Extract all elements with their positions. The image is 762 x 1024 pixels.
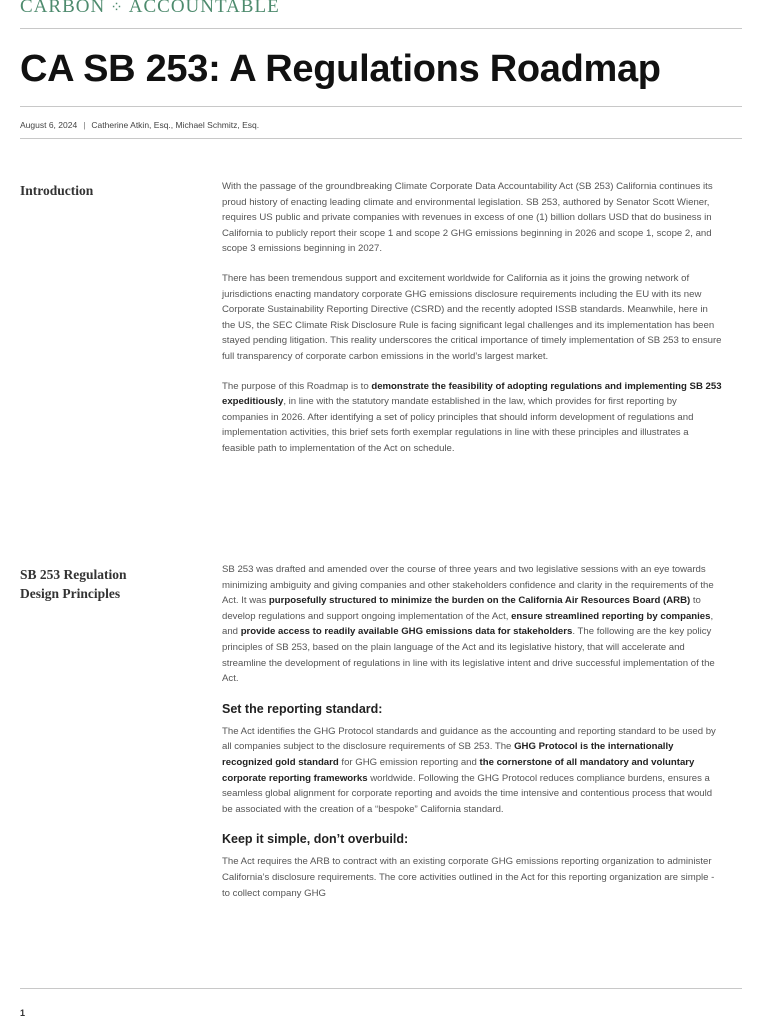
- emphasis-text: GHG Protocol is the internationally recognized gold standard: [222, 741, 674, 768]
- brand-separator-icon: ⁘: [110, 0, 124, 16]
- section-heading-design-principles: [20, 565, 127, 603]
- footer-divider: [20, 988, 742, 989]
- heading-line-2: Design Principles: [20, 586, 121, 601]
- text-run: to develop regulations and support ongoing implementation of the Act,: [222, 595, 701, 622]
- brand-logo: [20, 0, 280, 18]
- text-run: , and: [222, 610, 714, 638]
- page-title: CA SB 253: A Regulations Roadmap: [20, 48, 661, 90]
- emphasis-text: the cornerstone of all mandatory and voluntary corporate reporting frameworks: [222, 756, 695, 784]
- section-heading-introduction: Introduction: [20, 183, 94, 198]
- subheading-keep-it-simple: Keep it simple, don’t overbuild:: [222, 832, 409, 847]
- emphasis-text: purposefully structured to minimize the burden on the California Air Resources Board (ARB): [268, 595, 691, 607]
- byline-separator: |: [83, 120, 86, 130]
- design-principles-body: [222, 562, 722, 915]
- authors: Catherine Atkin, Esq., Michael Schmitz, Esq.: [91, 120, 260, 130]
- text-run: worldwide. Following the GHG Protocol reduces compliance burdens, ensures a seamless global alignment for corporate reporting and avoids the time intensive and contentious process that would be associated with the creation of a “bespoke” California standard.: [222, 772, 713, 815]
- byline: [20, 120, 259, 130]
- publish-date: August 6, 2024: [20, 120, 78, 130]
- introduction-body: [222, 179, 722, 471]
- intro-paragraph-1: With the passage of the groundbreaking Climate Corporate Data Accountability Act (SB 253) California continues its proud history of enacting leading climate and environmental legislation. SB 253, authored by Senator Scott Wiener, requires US public and private companies with revenues in excess of one (1) billion dollars USD that do business in California to publicly report their scope 1 and scope 2 GHG emissions beginning in 2026 and scope 1, scope 2, and scope 3 emissions beginning in 2027.: [222, 181, 713, 255]
- heading-line-1: SB 253 Regulation: [20, 567, 127, 582]
- top-divider: [20, 28, 742, 29]
- emphasis-text: demonstrate the feasibility of adopting regulations and implementing SB 253 expeditiously: [222, 380, 722, 408]
- byline-divider: [20, 138, 742, 139]
- intro-paragraph-3: [222, 379, 722, 457]
- principles-paragraph-1: [222, 562, 722, 687]
- brand-word-right: ACCOUNTABLE: [128, 0, 280, 17]
- keep-it-simple-paragraph: The Act requires the ARB to contract with an existing corporate GHG emissions reporting organization to administer California’s disclosure requirements. The core activities outlined in the Act for this reporting organization are simple - to collect company GHG: [222, 856, 715, 899]
- text-run: . The following are the key policy principles of SB 253, based on the plain language of the Act and its legislative history, that will accelerate and streamline the development of regulations in line with its legislative intent and drive successful implementation of the Act.: [222, 626, 715, 685]
- text-run: The Act identifies the GHG Protocol standards and guidance as the accounting and reporting standard to be used by all companies subject to the disclosure requirements of SB 253. The: [222, 725, 716, 753]
- intro-paragraph-2: There has been tremendous support and excitement worldwide for California as it joins the growing network of jurisdictions enacting mandatory corporate GHG emissions disclosure requirements including the EU with its new Corporate Sustainability Reporting Directive (CSRD) and the recently adopted ISSB standards. Meanwhile, here in the US, the SEC Climate Risk Disclosure Rule is facing significant legal challenges and its implementation has been stayed pending litigation. This reality underscores the critical importance of timely implementation of SB 253 to ensure full transparency of corporate carbon emissions in the world’s largest market.: [222, 272, 722, 362]
- text-run: The purpose of this Roadmap is to: [222, 380, 372, 392]
- text-run: for GHG emission reporting and: [338, 756, 480, 768]
- emphasis-text: provide access to readily available GHG emissions data for stakeholders: [240, 626, 573, 638]
- emphasis-text: ensure streamlined reporting by companies: [511, 610, 711, 622]
- text-run: SB 253 was drafted and amended over the course of three years and two legislative sessions with an eye towards minimizing ambiguity and giving companies and other stakeholders confidence and clarity in the requirements of the Act. It was: [222, 564, 714, 607]
- brand-word-left: CARBON: [20, 0, 106, 17]
- text-run: , in line with the statutory mandate established in the law, which provides for first reporting by companies in 2026. After identifying a set of policy principles that should inform development of regulations and implementation activities, this brief sets forth exemplar regulations in line with these principles and illustrates a feasible path to implementation of the Act on schedule.: [222, 396, 694, 454]
- subheading-reporting-standard: Set the reporting standard:: [222, 701, 383, 716]
- title-divider: [20, 106, 742, 107]
- reporting-standard-paragraph: [222, 724, 722, 818]
- page-number: 1: [20, 1008, 26, 1018]
